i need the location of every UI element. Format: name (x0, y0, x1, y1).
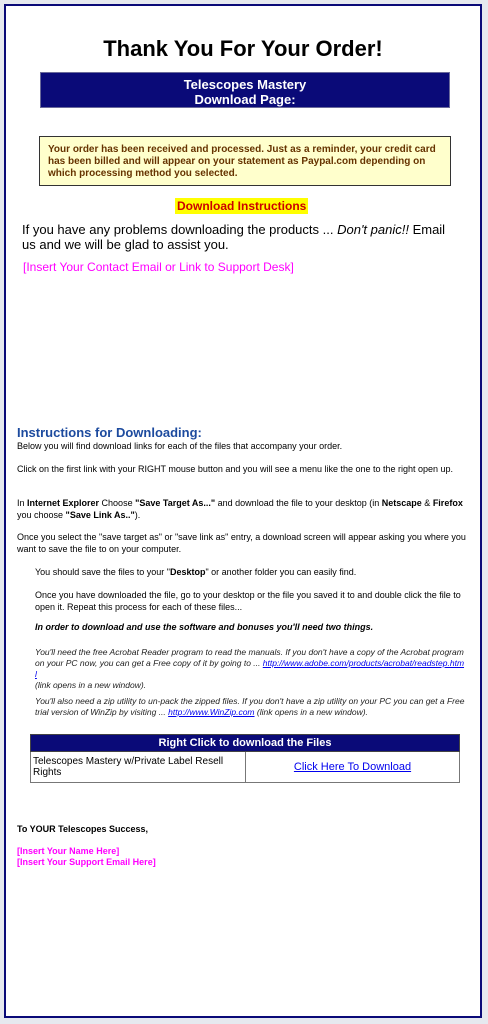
signoff-closing: To YOUR Telescopes Success, (17, 824, 149, 834)
files-table (30, 734, 460, 783)
winzip-text: You'll also need a zip utility to un-pack the zipped files. If you don't have a zip utility on your PC you can get a Free trial version of WinZip by visiting ... (35, 696, 465, 717)
signoff-email: [Insert Your Support Email Here] (17, 857, 156, 867)
two-things-notice: In order to download and use the software and bonuses you'll need two things. (35, 622, 374, 632)
order-page (4, 4, 482, 1018)
files-table-header: Right Click to download the Files (31, 735, 460, 752)
winzip-paragraph (35, 696, 465, 718)
instructions-paragraph-3 (17, 497, 469, 521)
p3-text-f: ). (134, 510, 141, 520)
winzip-link-note: (link opens in a new window). (254, 707, 368, 717)
internet-explorer-label: Internet Explorer (27, 498, 100, 508)
problems-text-after: Email us and we will be glad to assist you. (22, 222, 446, 252)
desktop-label: Desktop (169, 567, 206, 577)
save-link-as-label: "Save Link As.." (65, 510, 135, 520)
problems-text-before: If you have any problems downloading the products ... (22, 222, 338, 237)
download-page-banner (40, 72, 450, 108)
file-name-cell: Telescopes Mastery w/Private Label Resell Rights (31, 752, 246, 783)
winzip-link[interactable]: http://www.WinZip.com (168, 707, 255, 717)
instructions-paragraph-4: Once you select the "save target as" or "save link as" entry, a download screen will appear asking you where you want to save the file to on your computer. (17, 532, 466, 554)
download-link-cell (246, 752, 460, 783)
download-link[interactable]: Click Here To Download (293, 761, 412, 773)
p5-text-a: You should save the files to your " (35, 567, 170, 577)
contact-placeholder: [Insert Your Contact Email or Link to Support Desk] (23, 260, 294, 274)
order-notice: Your order has been received and processed. Just as a reminder, your credit card has been billed and will appear on your statement as Paypal.com depending on which processing method you selected. (39, 136, 451, 186)
acrobat-text: You'll need the free Acrobat Reader program to read the manuals. If you don't have a copy of the Acrobat program on your PC now, you can get a Free copy of it by going to ... (35, 647, 464, 668)
netscape-label: Netscape (381, 498, 422, 508)
signoff-name: [Insert Your Name Here] (17, 846, 120, 856)
p3-text-a: In (17, 498, 28, 508)
instructions-paragraph-6: Once you have downloaded the file, go to your desktop or the file you saved it to and double click the file to open it. Repeat this process for each of these files... (35, 590, 461, 612)
p3-text-d: & (421, 498, 433, 508)
acrobat-paragraph (35, 647, 465, 691)
save-target-as-label: "Save Target As..." (135, 498, 216, 508)
banner-line-1: Telescopes Mastery (183, 77, 307, 92)
page-title: Thank You For Your Order! (103, 36, 383, 61)
instructions-paragraph-5 (35, 566, 465, 578)
instructions-title: Instructions for Downloading: (17, 425, 202, 440)
instructions-paragraph-1: Below you will find download links for each of the files that accompany your order. (17, 441, 343, 451)
firefox-label: Firefox (432, 498, 463, 508)
dont-panic-text: Don't panic!! (337, 222, 409, 237)
p3-text-b: Choose (99, 498, 136, 508)
adobe-link[interactable]: http://www.adobe.com/products/acrobat/readstep.html (35, 658, 465, 679)
p3-text-e: you choose (17, 510, 66, 520)
download-instructions-label: Download Instructions (177, 199, 307, 213)
problems-message (22, 222, 462, 252)
instructions-paragraph-2: Click on the first link with your RIGHT mouse button and you will see a menu like the one to the right open up. (17, 464, 454, 474)
banner-line-2: Download Page: (194, 92, 296, 107)
p5-text-b: " or another folder you can easily find. (205, 567, 357, 577)
table-row (31, 752, 460, 783)
acrobat-link-note: (link opens in a new window). (35, 680, 147, 690)
p3-text-c: and download the file to your desktop (in (215, 498, 382, 508)
